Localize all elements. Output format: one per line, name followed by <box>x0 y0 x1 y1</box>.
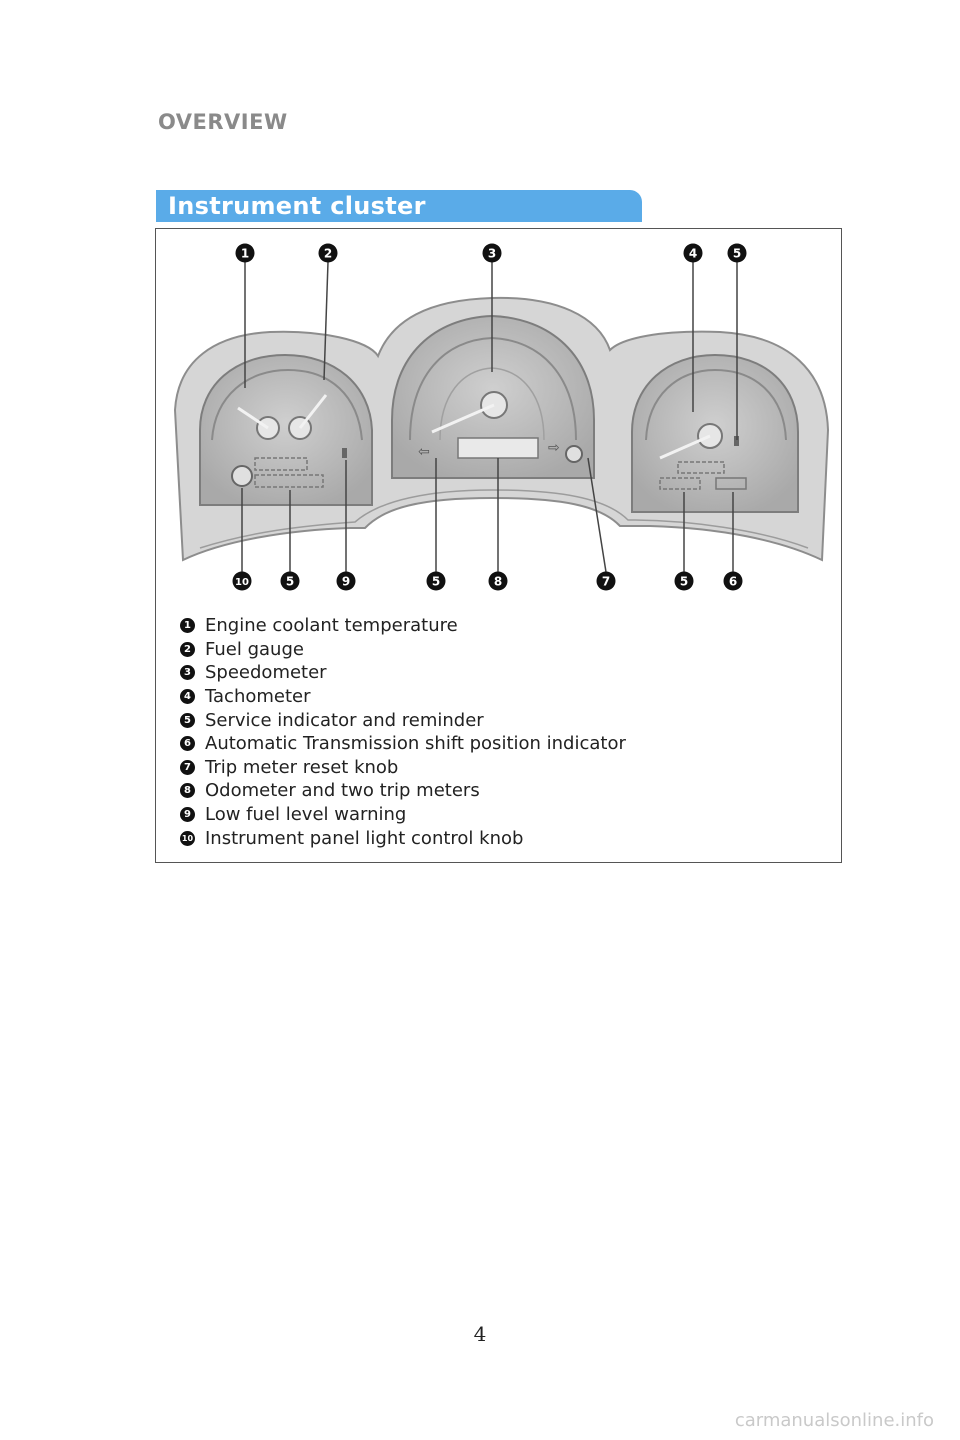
legend-label: Automatic Transmission shift position indicator <box>205 733 626 755</box>
legend-number: 9 <box>180 807 195 822</box>
bottom-callouts <box>233 572 743 591</box>
legend-item <box>180 685 626 709</box>
legend-label: Trip meter reset knob <box>205 756 399 778</box>
watermark: carmanualsonline.info <box>734 1410 934 1431</box>
page-number: 4 <box>473 1322 487 1346</box>
legend-number: 4 <box>180 689 195 704</box>
legend-item <box>180 708 626 732</box>
right-gauge <box>632 355 798 512</box>
callout-5: 5 <box>732 246 742 261</box>
callout-7: 7 <box>601 574 611 589</box>
callout-5-left: 5 <box>285 574 295 589</box>
callout-3: 3 <box>487 246 497 261</box>
legend-item <box>180 803 626 827</box>
trip-reset-knob <box>566 446 582 462</box>
legend-item <box>180 614 626 638</box>
legend-label: Low fuel level warning <box>205 804 407 826</box>
legend-number: 7 <box>180 760 195 775</box>
legend-number: 5 <box>180 713 195 728</box>
legend-item <box>180 756 626 780</box>
legend-item <box>180 732 626 756</box>
legend-label: Tachometer <box>205 686 311 708</box>
panel-light-knob <box>232 466 252 486</box>
legend-label: Odometer and two trip meters <box>205 780 480 802</box>
legend-number: 6 <box>180 736 195 751</box>
callout-5-center: 5 <box>431 574 441 589</box>
legend-item <box>180 638 626 662</box>
legend-number: 2 <box>180 642 195 657</box>
top-callouts <box>236 244 747 263</box>
legend-label: Fuel gauge <box>205 638 304 660</box>
callout-1: 1 <box>240 246 250 261</box>
legend-item <box>180 826 626 850</box>
callout-4: 4 <box>688 246 698 261</box>
callout-6: 6 <box>728 574 738 589</box>
legend-item <box>180 779 626 803</box>
legend-label: Engine coolant temperature <box>205 615 458 637</box>
svg-text:⇨: ⇨ <box>548 440 560 456</box>
callout-10: 10 <box>235 577 249 588</box>
callout-8: 8 <box>493 574 503 589</box>
section-title: OVERVIEW <box>158 110 288 134</box>
legend-number: 3 <box>180 665 195 680</box>
odometer-display <box>458 438 538 458</box>
legend-number: 1 <box>180 618 195 633</box>
svg-text:⇦: ⇦ <box>418 444 430 460</box>
callout-5-right: 5 <box>679 574 689 589</box>
legend-label: Speedometer <box>205 662 327 684</box>
section-banner: Instrument cluster <box>156 190 642 222</box>
callout-9: 9 <box>341 574 351 589</box>
callout-2: 2 <box>323 246 333 261</box>
legend-item <box>180 661 626 685</box>
legend-number: 8 <box>180 783 195 798</box>
legend-label: Instrument panel light control knob <box>205 827 524 849</box>
legend-number: 10 <box>180 831 195 846</box>
legend-list <box>180 614 626 850</box>
legend-label: Service indicator and reminder <box>205 709 484 731</box>
